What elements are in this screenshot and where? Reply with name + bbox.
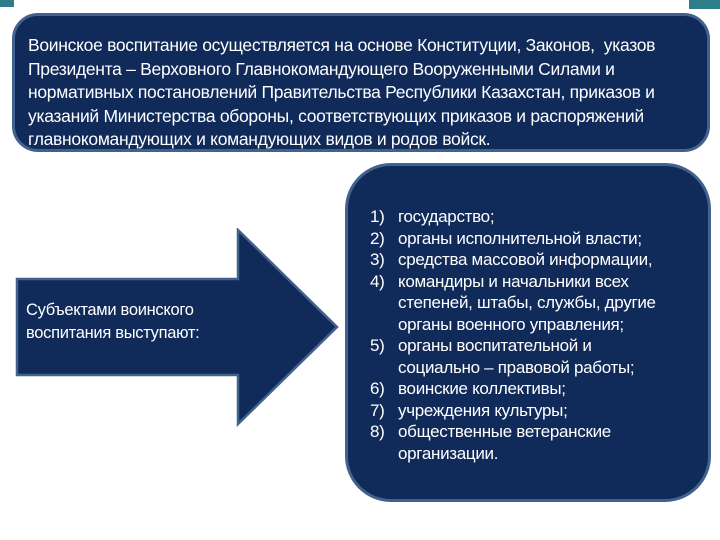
list-item [370, 378, 692, 400]
list-item-text: органы воспитательной и социально – правовой работы; [398, 336, 635, 377]
list-item-text: учреждения культуры; [398, 400, 568, 420]
teal-accent-left [0, 0, 14, 7]
list-item-number: 1) [370, 207, 385, 226]
intro-line: указаний Министерства обороны, соответствующих приказов и распоряжений [28, 105, 644, 126]
list-item-number: 5) [370, 336, 385, 355]
list-item [370, 206, 692, 228]
list-item-text: командиры и начальники всех степеней, штабы, службы, другие органы военного управления; [398, 271, 656, 334]
arrow-label [26, 299, 236, 345]
intro-line: нормативных постановлений Правительства Республики Казахстан, приказов и [28, 82, 655, 102]
list-item [370, 335, 692, 378]
teal-accent-right [689, 0, 720, 9]
list-item-number: 2) [370, 228, 385, 248]
list-item-text: воинские коллективы; [398, 379, 566, 398]
list-item-number: 4) [370, 271, 385, 291]
list-item-text: общественные ветеранские организации. [398, 422, 611, 463]
arrow-label-line: воспитания выступают: [26, 324, 200, 342]
intro-line: Воинское воспитание осуществляется на основе Конституции, Законов, указов [28, 35, 656, 55]
intro-line: Президента – Верховного Главнокомандующего Вооруженными Силами и [28, 58, 615, 79]
list-item-text: государство; [398, 207, 495, 226]
list-item [370, 271, 692, 336]
intro-line: главнокомандующих и командующих видов и родов войск. [28, 129, 491, 149]
list-item-text: органы исполнительной власти; [398, 228, 642, 248]
arrow-label-line: Субъектами воинского [26, 301, 194, 319]
list-item [370, 400, 692, 422]
list-item-number: 8) [370, 422, 385, 441]
list-item-number: 7) [370, 400, 385, 420]
list-item [370, 421, 692, 464]
list-item [370, 228, 692, 250]
subjects-list-box [345, 163, 711, 502]
list-item [370, 249, 692, 271]
intro-text-box [12, 13, 710, 152]
list-item-number: 6) [370, 379, 385, 398]
list-item-text: средства массовой информации, [398, 250, 653, 269]
list-item-number: 3) [370, 250, 385, 269]
